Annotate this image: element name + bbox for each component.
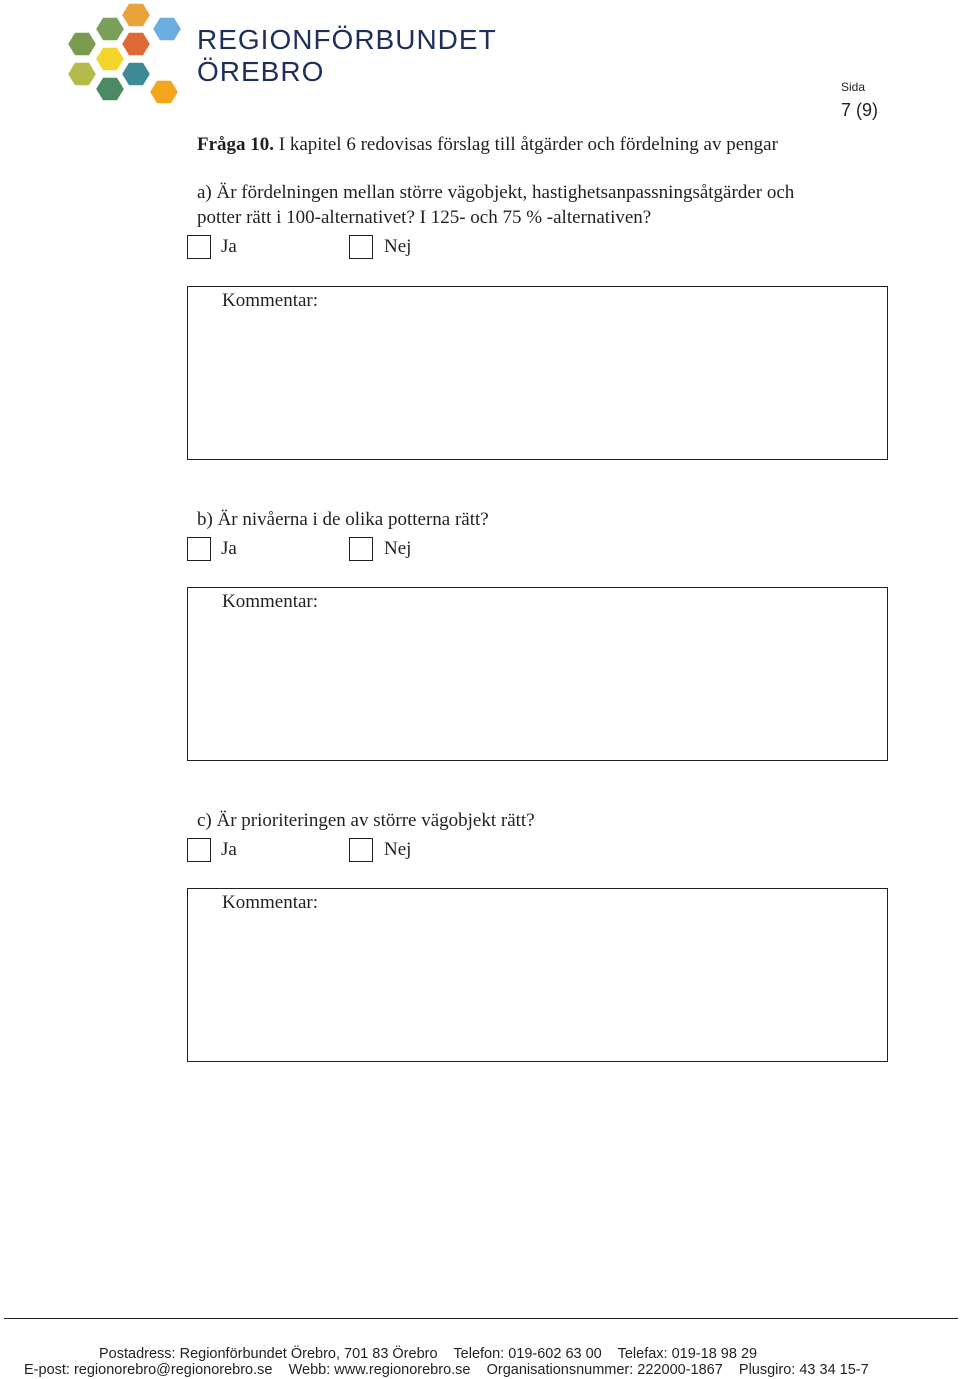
part-a-line2: potter rätt i 100-alternativet? I 125- och 75 % -alternativen?: [197, 207, 652, 228]
part-c-comment-field[interactable]: [187, 888, 888, 1062]
logo-hexagon: [95, 17, 125, 42]
regionforbundet-logo: [64, 0, 184, 112]
part-c-no-label: Nej: [384, 839, 412, 860]
hexagon-cluster-icon: [64, 0, 184, 112]
part-b-question: [197, 507, 489, 532]
part-b-yes-checkbox[interactable]: [187, 537, 211, 561]
footer-line2: [24, 1362, 869, 1378]
footer-postal-address: Postadress: Regionförbundet Örebro, 701 83 Örebro: [99, 1346, 438, 1362]
footer-org-number: Organisationsnummer: 222000-1867: [486, 1362, 723, 1378]
question-number: Fråga 10.: [197, 134, 275, 155]
part-a-line1: a) Är fördelningen mellan större vägobjekt, hastighetsanpassningsåtgärder och: [197, 182, 795, 203]
footer-phone: Telefon: 019-602 63 00: [453, 1346, 602, 1362]
page-number: 7 (9): [840, 100, 878, 120]
footer-line1: [99, 1346, 757, 1362]
logo-hexagon: [121, 62, 151, 87]
part-b-yes-label: Ja: [221, 538, 237, 559]
part-c-line1: c) Är prioriteringen av större vägobjekt rätt?: [197, 810, 535, 831]
part-a-comment-field[interactable]: [187, 286, 888, 460]
part-a-yes-label: Ja: [221, 236, 237, 257]
footer-plusgiro: Plusgiro: 43 34 15-7: [738, 1362, 869, 1378]
part-c-no-checkbox[interactable]: [349, 838, 373, 862]
part-c-comment-label: Kommentar:: [222, 892, 319, 913]
brand-name-line1: REGIONFÖRBUNDET: [197, 24, 497, 55]
page-label: Sida: [840, 80, 865, 94]
part-b-no-checkbox[interactable]: [349, 537, 373, 561]
footer-email: E-post: regionorebro@regionorebro.se: [24, 1362, 273, 1378]
part-a-no-checkbox[interactable]: [349, 235, 373, 259]
part-b-line1: b) Är nivåerna i de olika potterna rätt?: [197, 509, 489, 530]
part-b-comment-label: Kommentar:: [222, 591, 319, 612]
question-title: [197, 134, 778, 156]
part-c-yes-checkbox[interactable]: [187, 838, 211, 862]
logo-hexagon: [67, 62, 97, 87]
part-a-question: [197, 180, 794, 230]
part-a-comment-label: Kommentar:: [222, 290, 319, 311]
logo-hexagon: [121, 3, 151, 28]
brand-name-line2: ÖREBRO: [197, 56, 325, 87]
part-b-comment-field[interactable]: [187, 587, 888, 761]
part-c-yes-label: Ja: [221, 839, 237, 860]
part-c-question: [197, 808, 535, 833]
logo-hexagon: [149, 80, 179, 105]
footer-web: Webb: www.regionorebro.se: [288, 1362, 471, 1378]
question-title-text: I kapitel 6 redovisas förslag till åtgärder och fördelning av pengar: [278, 134, 778, 155]
footer-divider: [4, 1318, 958, 1319]
part-b-no-label: Nej: [384, 538, 412, 559]
logo-hexagon: [95, 77, 125, 102]
logo-hexagon: [67, 32, 97, 57]
logo-hexagon: [95, 47, 125, 72]
part-a-yes-checkbox[interactable]: [187, 235, 211, 259]
footer-fax: Telefax: 019-18 98 29: [617, 1346, 758, 1362]
logo-hexagon: [152, 17, 182, 42]
part-a-no-label: Nej: [384, 236, 412, 257]
logo-hexagon: [121, 32, 151, 57]
